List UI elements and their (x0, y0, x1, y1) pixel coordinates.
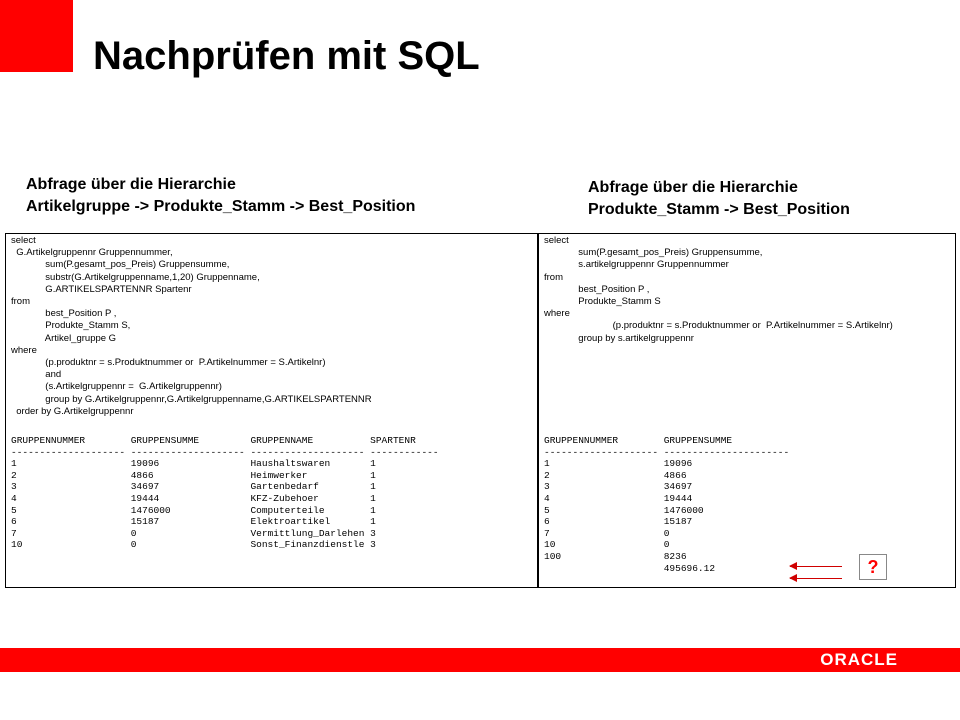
right-sql-code: select sum(P.gesamt_pos_Preis) Gruppensumme, s.artikelgruppennr Gruppennummer from best_Position P , Produkte_Stamm S where (p.produktnr = s.Produktnummer or P.Artikelnummer = S.Artikelnr) group by s.artikelgruppennr (544, 235, 893, 344)
right-query-panel (538, 233, 956, 588)
left-result-table: GRUPPENNUMMER GRUPPENSUMME GRUPPENNAME SPARTENR -------------------- -------------------- -------------------- ------------ 1 19096 Haushaltswaren 1 2 4866 Heimwerker 1 3 34697 Gartenbedarf 1 4 19444 KFZ-Zubehoer 1 5 1476000 Computerteile 1 6 15187 Elektroartikel 1 7 0 Vermittlung_Darlehen 3 10 0 Sonst_Finanzdienstle 3 (11, 435, 439, 551)
left-heading-line1: Abfrage über die Hierarchie (26, 176, 236, 193)
right-heading-line2: Produkte_Stamm -> Best_Position (588, 201, 850, 218)
right-heading-line1: Abfrage über die Hierarchie (588, 179, 798, 196)
corner-accent (0, 0, 73, 72)
footer-bar (0, 648, 960, 672)
question-mark-callout: ? (859, 554, 887, 580)
right-heading (588, 177, 850, 221)
arrow-left-icon (790, 578, 842, 579)
left-heading (26, 174, 415, 218)
arrow-left-icon (790, 566, 842, 567)
left-query-panel (5, 233, 538, 588)
slide-title: Nachprüfen mit SQL (93, 34, 480, 78)
left-sql-code: select G.Artikelgruppennr Gruppennummer, sum(P.gesamt_pos_Preis) Gruppensumme, substr(G.Artikelgruppenname,1,20) Gruppenname, G.ARTIKELSPARTENNR Spartenr from best_Position P , Produkte_Stamm S, Artikel_gruppe G where (p.produktnr = s.Produktnummer or P.Artikelnummer = S.Artikelnr) and (s.Artikelgruppennr = G.Artikelgruppennr) group by G.Artikelgruppennr,G.Artikelgruppenname,G.ARTIKELSPARTENNR order by G.Artikelgruppennr (11, 235, 372, 417)
right-result-table: GRUPPENNUMMER GRUPPENSUMME -------------------- ---------------------- 1 19096 2 4866 3 34697 4 19444 5 1476000 6 15187 7 0 10 0 100 8236 495696.12 (544, 435, 790, 574)
left-heading-line2: Artikelgruppe -> Produkte_Stamm -> Best_Position (26, 198, 416, 215)
oracle-logo: ORACLE (820, 650, 898, 669)
